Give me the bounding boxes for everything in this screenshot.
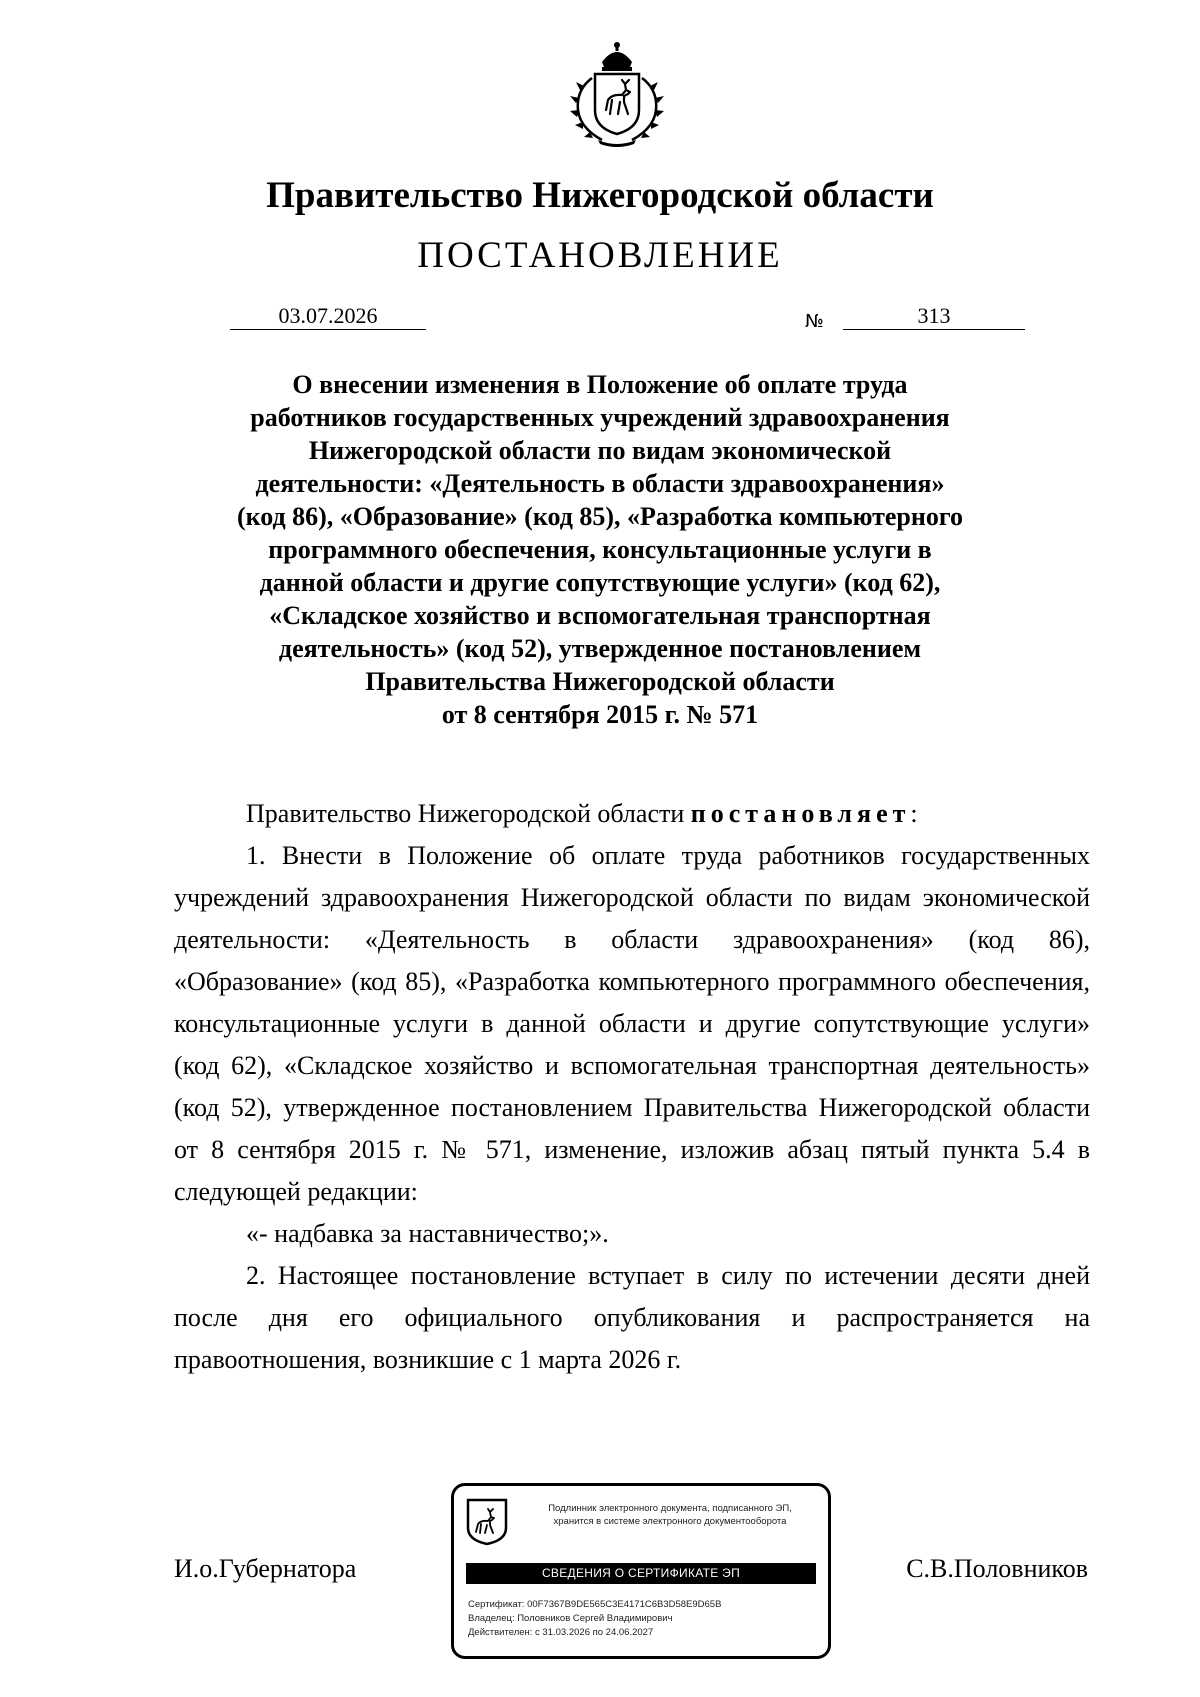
title-line: программного обеспечения, консультационные услуги в: [268, 535, 932, 564]
coat-of-arms-icon: [562, 40, 672, 148]
electronic-signature-stamp: [451, 1483, 831, 1659]
organization-title: Правительство Нижегородской области: [266, 175, 934, 216]
title-line: Правительства Нижегородской области: [365, 667, 835, 696]
item-1-paragraph: 1. Внести в Положение об оплате труда работников государственных учреждений здравоохранения Нижегородской области по видам экономической деятельности: «Деятельность в области здравоохранения» (код 86), «Образование» (код 85), «Разработка компьютерного программного обеспечения, консультационные услуги в данной области и другие сопутствующие услуги» (код 62), «Складское хозяйство и вспомогательная транспортная деятельность» (код 52), утвержденное постановлением Правительства Нижегородской области от 8 сентября 2015 г. № 571, изменение, изложив абзац пятый пункта 5.4 в следующей редакции:: [174, 841, 1090, 1206]
title-line: «Складское хозяйство и вспомогательная транспортная: [269, 601, 931, 630]
intro-end: :: [910, 799, 918, 828]
stamp-header: [520, 1502, 820, 1528]
certificate-serial: Сертификат: 00F7367B9DE565C3E4171C6B3D58E9D65B: [468, 1599, 722, 1610]
document-number: 313: [843, 303, 1025, 330]
title-line: данной области и другие сопутствующие услуги» (код 62),: [259, 568, 941, 597]
certificate-details: [468, 1598, 721, 1640]
stamp-line-1: Подлинник электронного документа, подписанного ЭП,: [548, 1503, 792, 1514]
intro-verb: постановляет: [690, 799, 911, 828]
intro-text: Правительство Нижегородской области: [246, 799, 685, 828]
certificate-info-bar: СВЕДЕНИЯ О СЕРТИФИКАТЕ ЭП: [466, 1563, 816, 1584]
title-line: деятельности: «Деятельность в области здравоохранения»: [255, 469, 945, 498]
item-2-paragraph: 2. Настоящее постановление вступает в силу по истечении десяти дней после дня его официального опубликования и распространяется на правоотношения, возникшие с 1 марта 2026 г.: [174, 1261, 1090, 1374]
deer-emblem-icon: [466, 1498, 508, 1546]
signer-name: С.В.Половников: [906, 1554, 1088, 1583]
title-line: от 8 сентября 2015 г. № 571: [441, 700, 759, 729]
title-line: (код 86), «Образование» (код 85), «Разработка компьютерного: [236, 502, 964, 531]
document-body: [174, 793, 1090, 1381]
stamp-line-2: хранится в системе электронного документооборота: [553, 1516, 787, 1527]
number-label: №: [805, 311, 824, 332]
certificate-owner: Владелец: Половников Сергей Владимирович: [468, 1613, 673, 1624]
document-type: ПОСТАНОВЛЕНИЕ: [417, 235, 783, 276]
title-line: Нижегородской области по видам экономической: [308, 436, 892, 465]
title-line: работников государственных учреждений здравоохранения: [250, 403, 950, 432]
intro-paragraph: [174, 793, 1090, 835]
title-line: деятельность» (код 52), утвержденное постановлением: [278, 634, 922, 663]
title-line: О внесении изменения в Положение об оплате труда: [292, 370, 908, 399]
document-title: [170, 368, 1030, 731]
certificate-validity: Действителен: с 31.03.2026 по 24.06.2027: [468, 1627, 654, 1638]
document-date: 03.07.2026: [230, 303, 426, 330]
signer-position: И.о.Губернатора: [174, 1554, 357, 1583]
quote-paragraph: «- надбавка за наставничество;».: [246, 1219, 609, 1248]
